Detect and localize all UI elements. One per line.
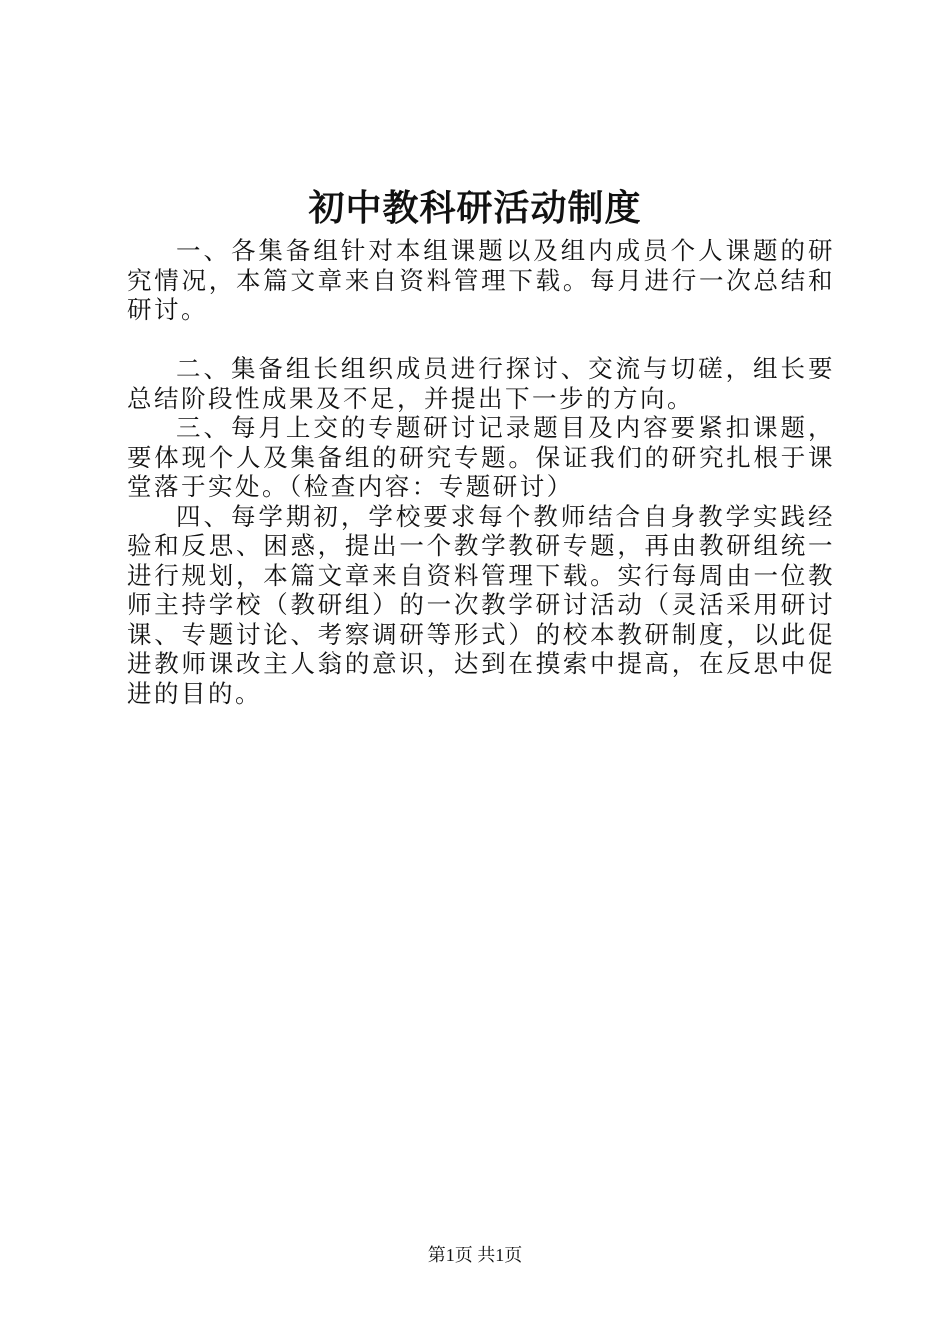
document-title: 初中教科研活动制度 <box>308 187 642 229</box>
paragraph-2: 二、集备组长组织成员进行探讨、交流与切磋，组长要总结阶段性成果及不足，并提出下一步的方向。 <box>127 354 835 413</box>
paragraph-1: 一、各集备组针对本组课题以及组内成员个人课题的研究情况，本篇文章来自资料管理下载。每月进行一次总结和研讨。 <box>127 236 835 324</box>
page-number-footer: 第1页 共1页 <box>427 1245 523 1265</box>
paragraph-4: 四、每学期初，学校要求每个教师结合自身教学实践经验和反思、困惑，提出一个教学教研专题，再由教研组统一进行规划，本篇文章来自资料管理下载。实行每周由一位教师主持学校（教研组）的一次教学研讨活动（灵活采用研讨课、专题讨论、考察调研等形式）的校本教研制度，以此促进教师课改主人翁的意识，达到在摸索中提高，在反思中促进的目的。 <box>127 501 835 708</box>
paragraph-3: 三、每月上交的专题研讨记录题目及内容要紧扣课题，要体现个人及集备组的研究专题。保证我们的研究扎根于课堂落于实处。（检查内容：专题研讨） <box>127 413 835 501</box>
document-body <box>127 236 835 708</box>
